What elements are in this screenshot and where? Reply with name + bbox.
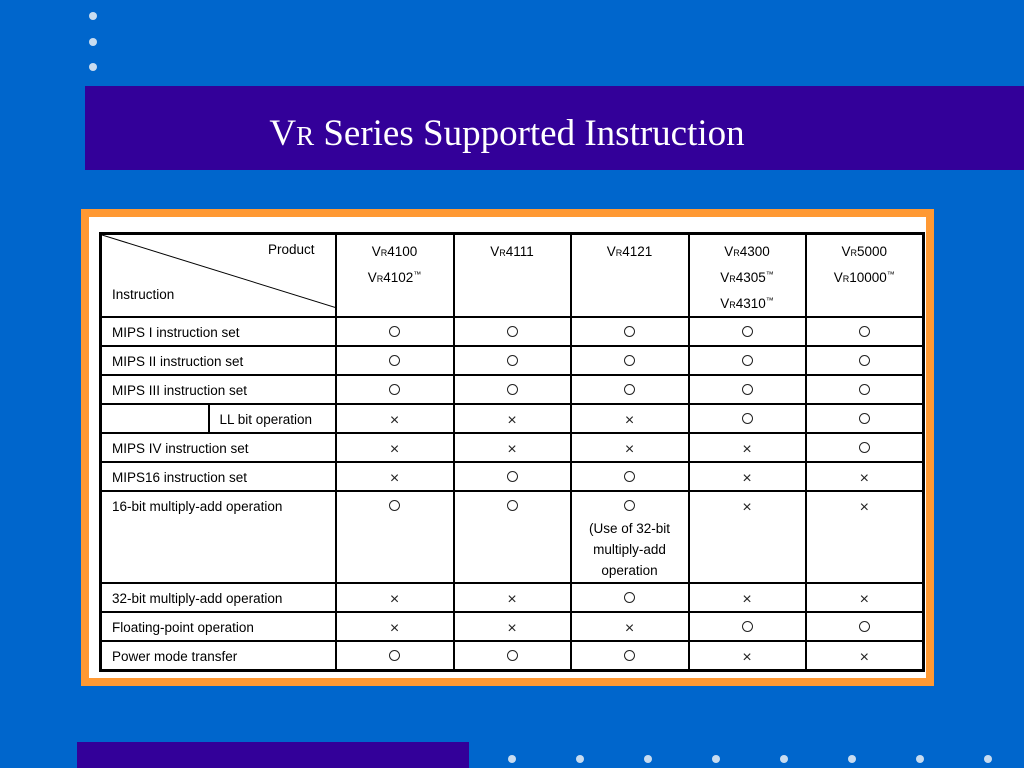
product-name: VR4121: [606, 244, 653, 259]
supported-mark: [624, 355, 635, 366]
supported-mark: [742, 326, 753, 337]
row-label: 32-bit multiply-add operation: [101, 583, 336, 612]
product-column-header: [336, 234, 454, 318]
support-cell: [336, 404, 454, 433]
unsupported-mark: ×: [859, 470, 869, 487]
supported-mark: [389, 650, 400, 661]
supported-mark: [859, 413, 870, 424]
support-cell: [806, 433, 924, 462]
support-cell: [689, 375, 806, 404]
product-label: Product: [267, 242, 315, 257]
support-cell: [454, 375, 571, 404]
decor-dot: [644, 755, 652, 763]
unsupported-mark: ×: [742, 499, 752, 516]
row-label: Power mode transfer: [101, 641, 336, 670]
support-cell: [454, 433, 571, 462]
support-cell: [571, 346, 689, 375]
product-name: VR4305™: [720, 270, 774, 285]
support-cell: [806, 641, 924, 670]
supported-mark: [507, 355, 518, 366]
row-label: Floating-point operation: [101, 612, 336, 641]
product-name: VR4310™: [720, 296, 774, 311]
support-cell: [336, 612, 454, 641]
slide-title: VR Series Supported Instruction: [269, 113, 745, 154]
unsupported-mark: ×: [389, 620, 400, 637]
support-cell: [806, 317, 924, 346]
product-name: VR10000™: [833, 270, 895, 285]
supported-mark: [507, 650, 518, 661]
product-column-header: [806, 234, 924, 318]
support-cell: [806, 583, 924, 612]
support-cell: [336, 462, 454, 491]
product-column-header: [454, 234, 571, 318]
unsupported-mark: ×: [624, 441, 635, 458]
support-cell: [336, 641, 454, 670]
instruction-label: Instruction: [112, 287, 175, 302]
support-cell: [689, 346, 806, 375]
table-row: [101, 317, 924, 346]
support-cell: [336, 375, 454, 404]
table-row: [101, 583, 924, 612]
header-corner-cell: [101, 234, 336, 318]
supported-mark: [859, 621, 870, 632]
supported-mark: [389, 326, 400, 337]
supported-mark: [859, 326, 870, 337]
row-label: MIPS16 instruction set: [101, 462, 336, 491]
supported-mark: [742, 355, 753, 366]
decor-dot: [576, 755, 584, 763]
support-cell: [689, 583, 806, 612]
unsupported-mark: ×: [859, 649, 869, 666]
supported-mark: [507, 326, 518, 337]
unsupported-mark: ×: [507, 441, 517, 458]
supported-mark: [389, 500, 400, 511]
support-cell: [454, 317, 571, 346]
supported-mark: [624, 471, 635, 482]
support-cell: [806, 346, 924, 375]
supported-mark: [507, 471, 518, 482]
row-label: MIPS I instruction set: [101, 317, 336, 346]
table-row: [101, 346, 924, 375]
support-cell: [571, 641, 689, 670]
row-label: MIPS II instruction set: [101, 346, 336, 375]
supported-mark: [507, 384, 518, 395]
support-cell: [336, 317, 454, 346]
product-column-header: [689, 234, 806, 318]
table-row: [101, 404, 924, 433]
support-cell: [806, 462, 924, 491]
unsupported-mark: ×: [742, 649, 752, 666]
table-row: [101, 641, 924, 670]
support-cell: [689, 433, 806, 462]
support-cell: [689, 641, 806, 670]
unsupported-mark: ×: [742, 591, 752, 608]
support-cell: [689, 462, 806, 491]
table-row: [101, 375, 924, 404]
decor-dot: [848, 755, 856, 763]
supported-mark: [742, 621, 753, 632]
support-cell: [336, 433, 454, 462]
supported-mark: [624, 500, 635, 511]
unsupported-mark: ×: [742, 470, 752, 487]
decor-dot: [89, 12, 97, 20]
supported-mark: [624, 592, 635, 603]
unsupported-mark: ×: [507, 591, 517, 608]
product-name: VR4111: [490, 244, 534, 259]
support-cell: [571, 433, 689, 462]
support-cell: [571, 317, 689, 346]
unsupported-mark: ×: [389, 412, 400, 429]
supported-mark: [624, 650, 635, 661]
instruction-support-table: [99, 232, 925, 672]
supported-mark: [742, 413, 753, 424]
unsupported-mark: ×: [389, 591, 400, 608]
unsupported-mark: ×: [742, 441, 752, 458]
support-cell: [806, 612, 924, 641]
support-cell: [454, 404, 571, 433]
support-cell: [689, 404, 806, 433]
supported-mark: [624, 326, 635, 337]
support-cell: [571, 375, 689, 404]
supported-mark: [389, 384, 400, 395]
decor-dot: [916, 755, 924, 763]
supported-mark: [389, 355, 400, 366]
decor-dot: [780, 755, 788, 763]
support-cell: [454, 462, 571, 491]
support-cell: [454, 491, 571, 583]
table-row: [101, 491, 924, 583]
support-cell: [454, 583, 571, 612]
supported-mark: [859, 384, 870, 395]
decor-dot: [712, 755, 720, 763]
row-label: MIPS III instruction set: [101, 375, 336, 404]
indent-cell: [101, 404, 209, 433]
table-row: [101, 612, 924, 641]
unsupported-mark: ×: [389, 470, 400, 487]
support-cell: [806, 491, 924, 583]
product-name: VR5000: [841, 244, 888, 259]
decor-dot: [984, 755, 992, 763]
unsupported-mark: ×: [389, 441, 400, 458]
product-name: VR4100: [371, 244, 418, 259]
unsupported-mark: ×: [624, 412, 635, 429]
support-cell: [689, 612, 806, 641]
support-cell: [336, 583, 454, 612]
product-name: VR4300: [724, 244, 770, 259]
unsupported-mark: ×: [859, 499, 869, 516]
support-cell: [571, 404, 689, 433]
product-name: VR4102™: [367, 270, 422, 285]
unsupported-mark: ×: [859, 591, 869, 608]
support-cell: [806, 375, 924, 404]
decor-dot: [508, 755, 516, 763]
support-cell: [454, 641, 571, 670]
support-cell: [689, 491, 806, 583]
row-label: MIPS IV instruction set: [101, 433, 336, 462]
support-cell: [454, 612, 571, 641]
supported-mark: [859, 442, 870, 453]
support-cell: [571, 462, 689, 491]
supported-mark: [859, 355, 870, 366]
support-cell: [689, 317, 806, 346]
row-label: 16-bit multiply-add operation: [101, 491, 336, 583]
support-cell: [571, 612, 689, 641]
support-cell: [806, 404, 924, 433]
table-row: [101, 433, 924, 462]
cell-note: (Use of 32-bit multiply-add operation: [588, 521, 671, 578]
unsupported-mark: ×: [507, 620, 517, 637]
decor-dot: [89, 38, 97, 46]
unsupported-mark: ×: [507, 412, 517, 429]
product-column-header: [571, 234, 689, 318]
unsupported-mark: ×: [624, 620, 635, 637]
support-cell: [336, 491, 454, 583]
bottom-bar: [77, 742, 469, 768]
supported-mark: [742, 384, 753, 395]
decor-dot: [89, 63, 97, 71]
support-cell: [571, 491, 689, 583]
table-row: [101, 462, 924, 491]
supported-mark: [507, 500, 518, 511]
support-cell: [571, 583, 689, 612]
support-cell: [336, 346, 454, 375]
row-label: LL bit operation: [209, 404, 336, 433]
support-cell: [454, 346, 571, 375]
supported-mark: [624, 384, 635, 395]
